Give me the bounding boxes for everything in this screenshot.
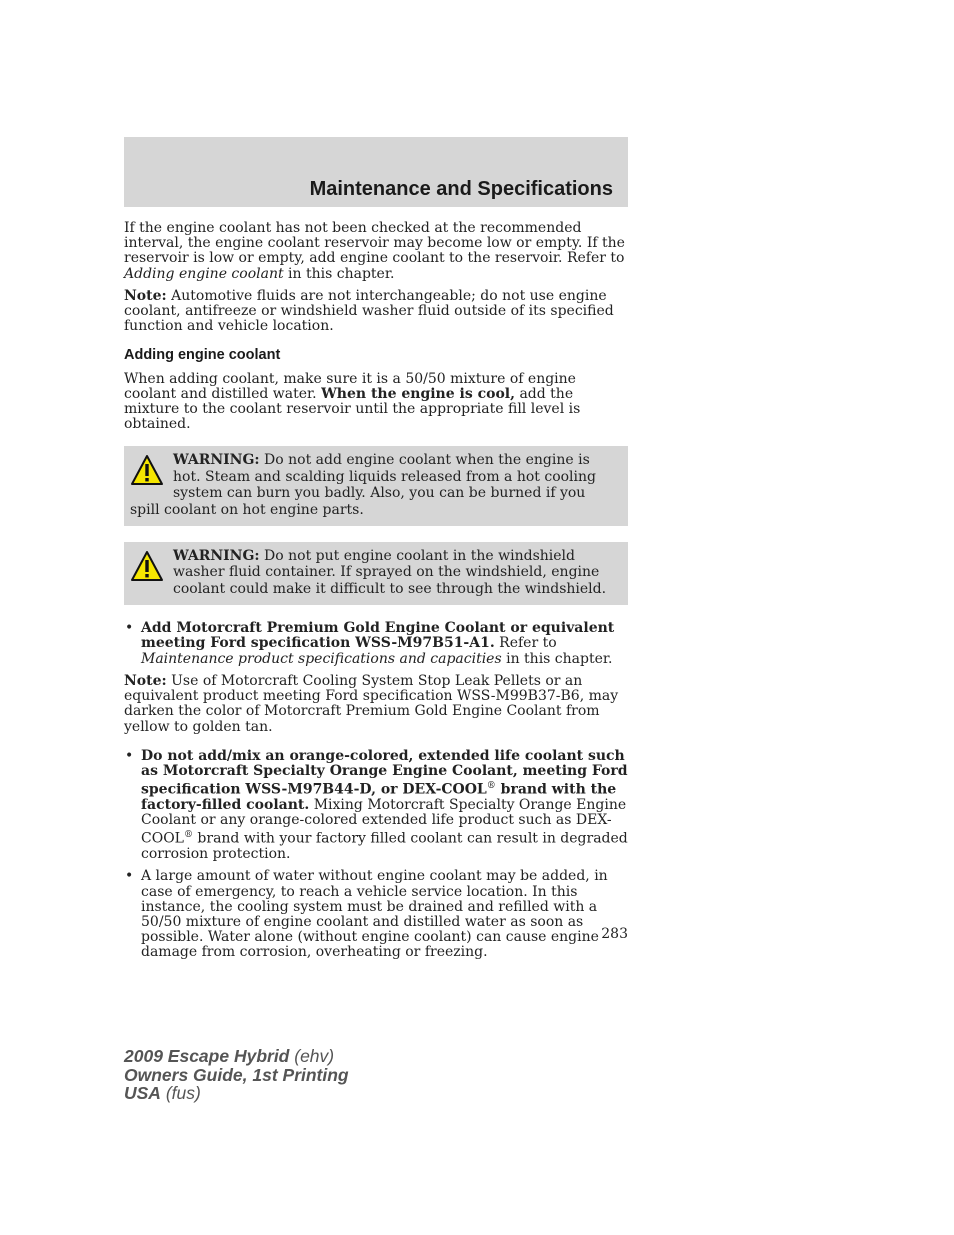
cross-reference: Maintenance product specifications and capacities: [141, 650, 502, 667]
list-item: • A large amount of water without engine coolant may be added, in case of emergency, to reach a vehicle service location. In this instance, the cooling system must be drained and refilled with a 50/50 mixture of engine coolant and distilled water as soon as possible. Water alone (without engine coolant) can cause engine damage from corrosion, overheating or freezing.: [125, 868, 608, 961]
note-label: Note:: [124, 287, 167, 304]
bullet-list-warnings: [124, 749, 628, 961]
document-footer: 2009 Escape Hybrid (ehv) Owners Guide, 1st Printing USA (fus): [124, 1046, 349, 1103]
bullet-icon: •: [125, 620, 134, 637]
warning-triangle-icon: [130, 550, 164, 582]
note-label: Note:: [124, 672, 167, 689]
bullet-icon: •: [125, 868, 134, 885]
page-number: 283: [601, 926, 628, 942]
bullet-list-coolant-type: [124, 621, 628, 667]
section-header: [124, 137, 628, 207]
intro-cross-reference: Adding engine coolant: [124, 265, 284, 282]
adding-coolant-paragraph: When adding coolant, make sure it is a 50/50 mixture of engine coolant and distilled water. When the engine is cool, add the mixture to the coolant reservoir until the appropriate fill level is obtained.: [124, 370, 581, 433]
note-stop-leak: Note: Use of Motorcraft Cooling System Stop Leak Pellets or an equivalent product meeting Ford specification WSS-M99B37-B6, may darken the color of Motorcraft Premium Gold Engine Coolant from yellow to golden tan.: [124, 672, 619, 735]
list-item: • Add Motorcraft Premium Gold Engine Coolant or equivalent meeting Ford specification WSS-M97B51-A1. Refer to Maintenance product specifications and capacities in this chapter.: [125, 620, 615, 667]
page-content: [124, 221, 628, 968]
list-item: • Do not add/mix an orange-colored, extended life coolant such as Motorcraft Specialty Orange Engine Coolant, meeting Ford specification WSS-M97B44-D, or DEX-COOL® brand with the factory-filled coolant. Mixing Motorcraft Specialty Orange Engine Coolant or any orange-colored extended life product such as DEX-COOL® brand with your factory filled coolant can result in degraded corrosion protection.: [125, 747, 628, 863]
warning-box-washer-fluid: WARNING: Do not put engine coolant in the windshield washer fluid container. If sprayed on the windshield, engine coolant could make it difficult to see through the windshield.: [124, 542, 628, 605]
note-fluids: Note: Automotive fluids are not interchangeable; do not use engine coolant, antifreeze or windshield washer fluid outside of its specified function and vehicle location.: [124, 287, 614, 335]
intro-paragraph: If the engine coolant has not been checked at the recommended interval, the engine coolant reservoir may become low or empty. If the reservoir is low or empty, add engine coolant to the reservoir. Refer to Adding engine coolant in this chapter.: [124, 220, 625, 282]
section-heading: Adding engine coolant: [124, 347, 281, 364]
page-title: Maintenance and Specifications: [309, 178, 613, 200]
warning-label: WARNING:: [173, 452, 260, 469]
warning-box-hot-engine: WARNING: Do not add engine coolant when the engine is hot. Steam and scalding liquids released from a hot cooling system can burn you badly. Also, you can be burned if you spill coolant on hot engine parts.: [124, 446, 628, 526]
bullet-icon: •: [125, 747, 134, 764]
warning-label: WARNING:: [173, 548, 260, 565]
warning-triangle-icon: [130, 454, 164, 486]
